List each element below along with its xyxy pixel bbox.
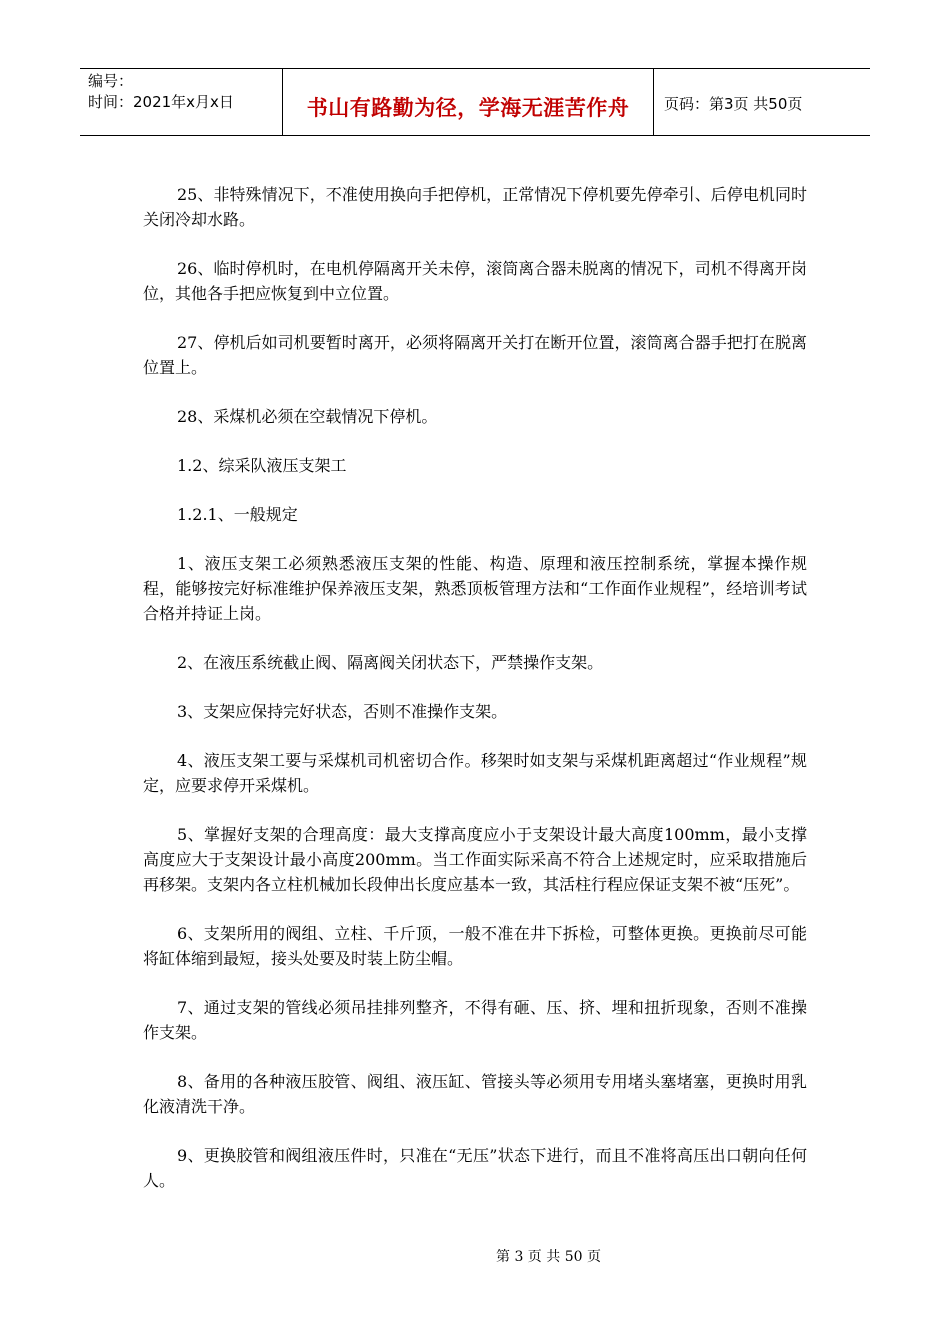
paragraph: 8、备用的各种液压胶管、阀组、液压缸、管接头等必须用专用堵头塞堵塞，更换时用乳化液清洗干净。 — [143, 1072, 807, 1116]
document-number-label: 编号： — [88, 72, 134, 90]
document-body — [143, 182, 807, 1217]
header-meta — [80, 69, 282, 135]
page-header — [80, 68, 870, 136]
paragraph: 5、掌握好支架的合理高度：最大支撑高度应小于支架设计最大高度100mm，最小支撑高度应大于支架设计最小高度200mm。当工作面实际采高不符合上述规定时，应采取措施后再移架。支架内各立柱机械加长段伸出长度应基本一致，其活柱行程应保证支架不被“压死”。 — [143, 825, 807, 894]
paragraph: 3、支架应保持完好状态，否则不准操作支架。 — [177, 702, 508, 721]
subsection-heading: 1.2.1、一般规定 — [177, 505, 298, 524]
section-heading: 1.2、综采队液压支架工 — [177, 456, 347, 475]
paragraph: 26、临时停机时，在电机停隔离开关未停，滚筒离合器未脱离的情况下，司机不得离开岗位，其他各手把应恢复到中立位置。 — [143, 259, 807, 303]
paragraph: 4、液压支架工要与采煤机司机密切合作。移架时如支架与采煤机距离超过“作业规程”规定，应要求停开采煤机。 — [143, 751, 807, 795]
paragraph: 6、支架所用的阀组、立柱、千斤顶，一般不准在井下拆检，可整体更换。更换前尽可能将缸体缩到最短，接头处要及时装上防尘帽。 — [143, 924, 807, 968]
paragraph: 1、液压支架工必须熟悉液压支架的性能、构造、原理和液压控制系统，掌握本操作规程，能够按完好标准维护保养液压支架，熟悉顶板管理方法和“工作面作业规程”，经培训考试合格并持证上岗。 — [143, 554, 807, 623]
paragraph: 28、采煤机必须在空载情况下停机。 — [177, 407, 438, 426]
paragraph: 27、停机后如司机要暂时离开，必须将隔离开关打在断开位置，滚筒离合器手把打在脱离位置上。 — [143, 333, 807, 377]
paragraph: 9、更换胶管和阀组液压件时，只准在“无压”状态下进行，而且不准将高压出口朝向任何人。 — [143, 1146, 807, 1190]
paragraph: 7、通过支架的管线必须吊挂排列整齐，不得有砸、压、挤、埋和扭折现象，否则不准操作支架。 — [143, 998, 807, 1042]
page-footer: 第 3 页 共 50 页 — [496, 1249, 601, 1265]
document-date: 时间：2021年x月x日 — [88, 93, 234, 111]
header-page-code: 页码：第3页 共50页 — [664, 95, 803, 113]
header-motto: 书山有路勤为径，学海无涯苦作舟 — [282, 69, 654, 135]
paragraph: 25、非特殊情况下，不准使用换向手把停机，正常情况下停机要先停牵引、后停电机同时关闭冷却水路。 — [143, 185, 807, 229]
paragraph: 2、在液压系统截止阀、隔离阀关闭状态下，严禁操作支架。 — [177, 653, 604, 672]
